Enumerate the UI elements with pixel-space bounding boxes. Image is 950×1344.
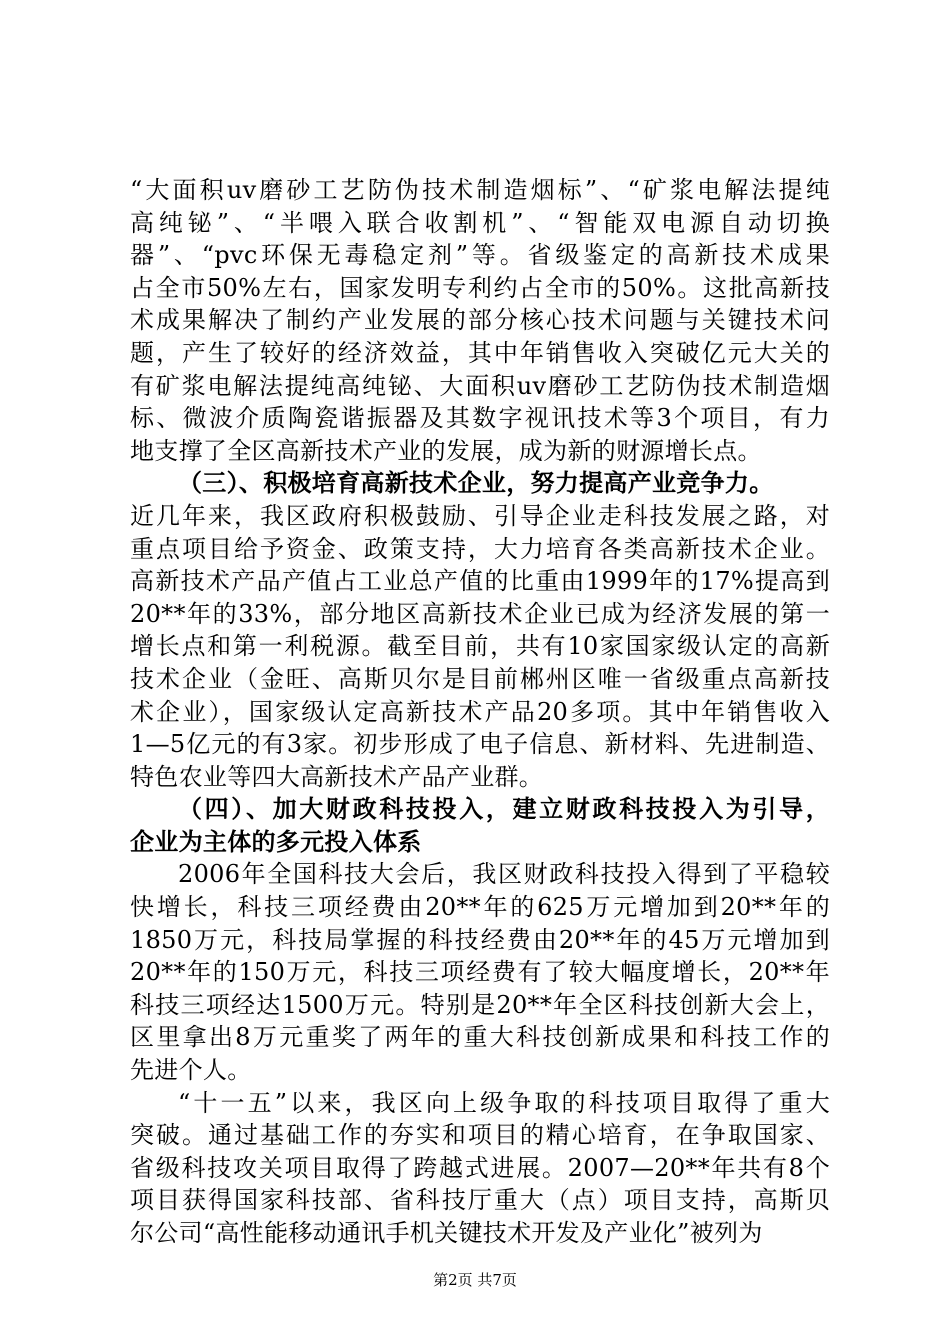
- text-line: 先进个人。: [130, 1056, 252, 1085]
- text-line: 高纯铋”、“半喂入联合收割机”、“智能双电源自动切换: [130, 208, 830, 237]
- text-line: 区里拿出8万元重奖了两年的重大科技创新成果和科技工作的: [130, 1023, 830, 1052]
- text-line: 题，产生了较好的经济效益，其中年销售收入突破亿元大关的: [130, 338, 830, 367]
- text-line: 20**年的150万元，科技三项经费有了较大幅度增长，20**年: [130, 958, 830, 987]
- text-line: 高新技术产品产值占工业总产值的比重由1999年的17%提高到: [130, 567, 830, 596]
- paragraph: [130, 858, 830, 1086]
- text-line: 占全市50%左右，国家发明专利约占全市的50%。这批高新技: [130, 273, 830, 302]
- text-line: 地支撑了全区高新技术产业的发展，成为新的财源增长点。: [130, 436, 762, 465]
- document-body: [130, 174, 830, 1250]
- text-line: 企业为主体的多元投入体系: [130, 826, 422, 856]
- text-line: 20**年的33%，部分地区高新技术企业已成为经济发展的第一: [130, 599, 830, 628]
- section-heading: [130, 793, 830, 858]
- text-line: 器”、“pvc环保无毒稳定剂”等。省级鉴定的高新技术成果: [130, 241, 830, 270]
- text-line: 1850万元，科技局掌握的科技经费由20**年的45万元增加到: [130, 925, 830, 954]
- text-line: 术企业），国家级认定高新技术产品20多项。其中年销售收入: [130, 697, 830, 726]
- text-line: “大面积uv磨砂工艺防伪技术制造烟标”、“矿浆电解法提纯: [130, 176, 830, 204]
- text-line: 术成果解决了制约产业发展的部分核心技术问题与关键技术问: [130, 306, 830, 335]
- text-line: 增长点和第一利税源。截至目前，共有10家国家级认定的高新: [130, 632, 830, 661]
- text-line: 项目获得国家科技部、省科技厅重大（点）项目支持，高斯贝: [130, 1186, 830, 1215]
- text-line: 1—5亿元的有3家。初步形成了电子信息、新材料、先进制造、: [130, 730, 830, 759]
- text-line: “十一五”以来，我区向上级争取的科技项目取得了重大: [178, 1088, 830, 1117]
- text-line: 特色农业等四大高新技术产品产业群。: [130, 762, 544, 791]
- paragraph: [130, 174, 830, 467]
- section-heading: [130, 467, 830, 500]
- text-line: 尔公司“高性能移动通讯手机关键技术开发及产业化”被列为: [130, 1219, 763, 1247]
- text-line: 省级科技攻关项目取得了跨越式进展。2007—20**年共有8个: [130, 1153, 830, 1182]
- text-line: （四）、加大财政科技投入，建立财政科技投入为引导，: [178, 794, 830, 824]
- text-line: 突破。通过基础工作的夯实和项目的精心培育，在争取国家、: [130, 1121, 830, 1150]
- text-line: 2006年全国科技大会后，我区财政科技投入得到了平稳较: [178, 860, 830, 889]
- text-line: 近几年来，我区政府积极鼓励、引导企业走科技发展之路，对: [130, 501, 830, 530]
- paragraph: [130, 500, 830, 793]
- text-line: （三）、积极培育高新技术企业，努力提高产业竞争力。: [178, 468, 774, 498]
- page-footer: 第2页 共7页: [433, 1271, 517, 1289]
- text-line: 重点项目给予资金、政策支持，大力培育各类高新技术企业。: [130, 534, 830, 563]
- text-line: 技术企业（金旺、高斯贝尔是目前郴州区唯一省级重点高新技: [130, 664, 830, 693]
- text-line: 有矿浆电解法提纯高纯铋、大面积uv磨砂工艺防伪技术制造烟: [130, 371, 830, 400]
- paragraph: [130, 1087, 830, 1250]
- text-line: 标、微波介质陶瓷谐振器及其数字视讯技术等3个项目，有力: [130, 404, 830, 433]
- text-line: 快增长，科技三项经费由20**年的625万元增加到20**年的: [130, 893, 830, 922]
- text-line: 科技三项经达1500万元。特别是20**年全区科技创新大会上，: [130, 990, 830, 1019]
